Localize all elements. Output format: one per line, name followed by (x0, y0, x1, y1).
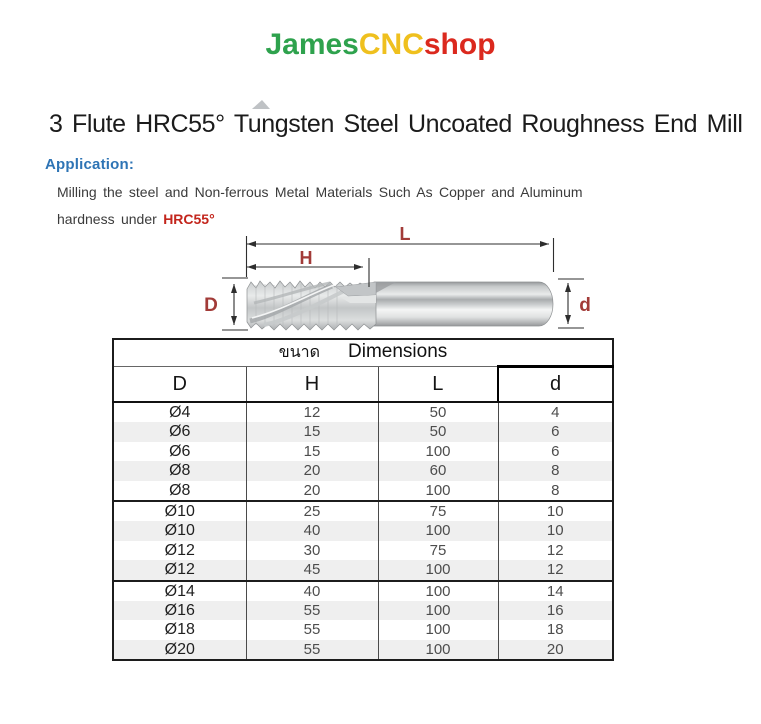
cell-L: 75 (378, 501, 498, 521)
table-row (113, 620, 613, 639)
table-row (113, 461, 613, 480)
cell-D: Ø6 (169, 442, 191, 460)
cell-d: 8 (498, 481, 613, 501)
cell-L: 100 (378, 481, 498, 501)
logo-part-james: James (265, 28, 359, 61)
cell-H: 55 (246, 620, 378, 639)
cell-L: 50 (378, 402, 498, 422)
cell-H: 40 (246, 521, 378, 540)
cell-D: Ø4 (169, 404, 191, 421)
cell-L: 60 (378, 461, 498, 480)
shop-logo (0, 28, 761, 62)
hardness-prefix: hardness under (57, 211, 164, 227)
application-label: Application: (45, 156, 135, 173)
cell-d: 16 (498, 601, 613, 620)
table-row (113, 481, 613, 501)
logo-part-shop: shop (423, 28, 496, 61)
table-row (113, 640, 613, 660)
dim-d-label: d (579, 295, 591, 316)
cell-L: 100 (378, 442, 498, 461)
cell-H: 55 (246, 640, 378, 660)
flute-section (247, 281, 376, 330)
dim-H-label: H (299, 248, 313, 268)
table-row (113, 501, 613, 521)
cell-D: Ø18 (164, 621, 195, 639)
table-row (113, 521, 613, 540)
cell-D: Ø8 (169, 462, 191, 480)
cell-d: 12 (498, 541, 613, 560)
application-line1: Milling the steel and Non-ferrous Metal Materials Such As Copper and Aluminum (57, 184, 583, 200)
endmill-diagram (190, 225, 620, 337)
cell-D: Ø12 (164, 541, 195, 559)
cell-d: 10 (498, 501, 613, 521)
cell-H: 20 (246, 481, 378, 501)
cell-L: 100 (378, 620, 498, 639)
dimensions-table (112, 338, 614, 661)
table-row (113, 402, 613, 422)
logo-part-cnc: CNC (358, 28, 424, 61)
table-row (113, 581, 613, 601)
cell-d: 14 (498, 581, 613, 601)
triangle-artifact (252, 100, 270, 109)
cell-D: Ø8 (169, 481, 191, 499)
table-row (113, 601, 613, 620)
cell-L: 75 (378, 541, 498, 560)
cell-D: Ø6 (169, 423, 191, 441)
table-row (113, 560, 613, 580)
dim-D-label: D (204, 295, 218, 316)
product-title: 3 Flute HRC55° Tungsten Steel Uncoated Roughness End Mill (49, 110, 743, 138)
cell-H: 25 (246, 501, 378, 521)
cell-d: 18 (498, 620, 613, 639)
table-row (113, 442, 613, 461)
col-header-H: H (246, 367, 378, 403)
cell-L: 100 (378, 640, 498, 660)
cell-H: 45 (246, 560, 378, 580)
cell-d: 8 (498, 461, 613, 480)
shank-section (374, 282, 553, 326)
cell-D: Ø20 (164, 640, 195, 658)
cell-D: Ø12 (164, 561, 195, 579)
cell-D: Ø16 (164, 602, 195, 620)
cell-d: 6 (498, 422, 613, 441)
cell-H: 15 (246, 442, 378, 461)
cell-d: 6 (498, 442, 613, 461)
cell-H: 40 (246, 581, 378, 601)
cell-L: 100 (378, 521, 498, 540)
cell-d: 12 (498, 560, 613, 580)
cell-L: 100 (378, 581, 498, 601)
hrc-highlight: HRC55° (163, 211, 215, 227)
col-header-L: L (378, 367, 498, 403)
dim-L-label: L (399, 225, 411, 244)
cell-d: 20 (498, 640, 613, 660)
table-caption-thai: ขนาด (278, 344, 320, 361)
cell-L: 100 (378, 560, 498, 580)
table-row (113, 422, 613, 441)
cell-D: Ø10 (164, 522, 195, 540)
cell-D: Ø14 (113, 581, 246, 601)
cell-d: 10 (498, 521, 613, 540)
col-header-d: d (498, 367, 613, 403)
table-caption-row (113, 339, 613, 367)
cell-H: 15 (246, 422, 378, 441)
cell-H: 55 (246, 601, 378, 620)
col-header-D: D (113, 367, 246, 403)
table-caption-dimensions: Dimensions (348, 341, 448, 362)
cell-H: 30 (246, 541, 378, 560)
cell-L: 100 (378, 601, 498, 620)
cell-d: 4 (498, 402, 613, 422)
table-header-row (113, 367, 613, 403)
cell-D: Ø10 (113, 501, 246, 521)
cell-H: 20 (246, 461, 378, 480)
table-row (113, 541, 613, 560)
cell-H: 12 (246, 402, 378, 422)
cell-L: 50 (378, 422, 498, 441)
